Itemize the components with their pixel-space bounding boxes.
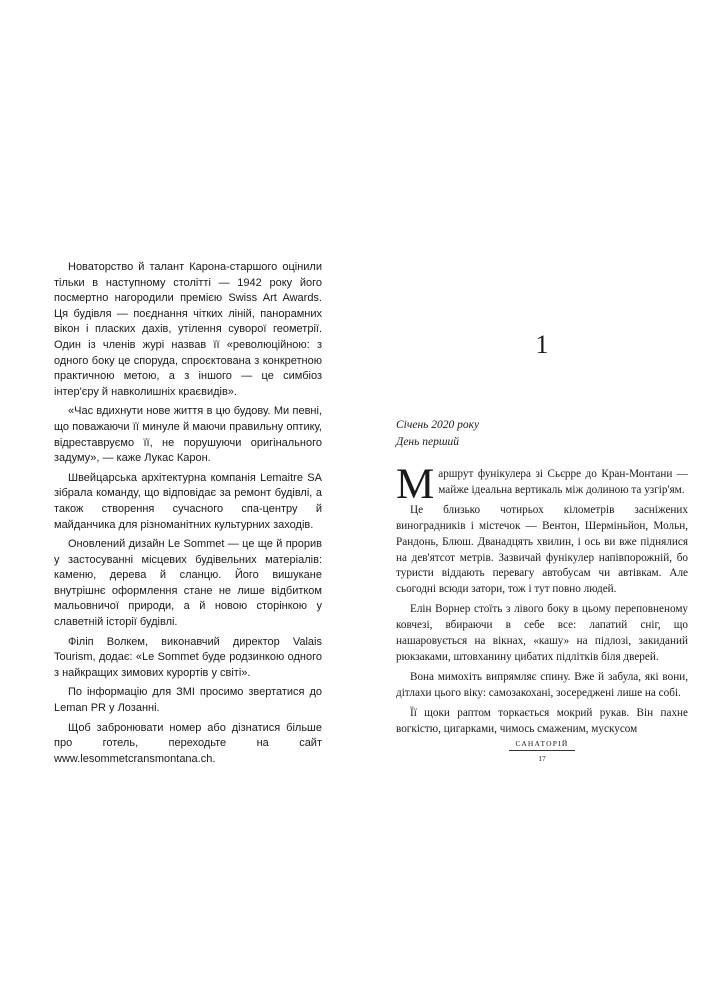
paragraph: Її щоки раптом торкається мокрий рукав. Він пахне вогкістю, цигарками, чимось смаженим, мускусом <box>396 706 688 735</box>
right-page <box>396 330 688 742</box>
paragraph: Новаторство й талант Карона-старшого оцінили тільки в наступному столітті — 1942 року його посмертно нагородили премією Swiss Art Awards. Ця будівля — поєднання чітких ліній, панорамних вікон і пласких дахів, утілення суворої геометрії. Один із членів журі назвав її «революційною: з одного боку це споруда, спроєктована з конкретною практичною метою, а з іншого — це симбіоз інтер'єру й навколишніх краєвидів». <box>54 261 322 398</box>
chapter-number: 1 <box>535 330 549 359</box>
left-page <box>54 260 322 771</box>
paragraph: Швейцарська архітектурна компанія Lemaitre SA зібрала команду, що відповідає за ремонт будівлі, а також створення сучасного спа-центру й майданчика для різноманітних культурних заходів. <box>54 471 322 531</box>
paragraph: Оновлений дизайн Le Sommet — це ще й прорив у застосуванні місцевих будівельних матеріалів: каменю, дерева й сланцю. Його вишукане внутрішнє оформлення стане не лише відбитком мальовничої природи, а й новою сторінкою у славетній історії будівлі. <box>54 538 322 629</box>
paragraph: Щоб забронювати номер або дізнатися більше про готель, переходьте на сайт www.lesommetcransmontana.ch. <box>54 721 322 765</box>
paragraph: Вона мимохіть випрямляє спину. Вже й забула, які вони, дітлахи цього віку: самозакохані, зосереджені лише на собі. <box>396 670 688 699</box>
opening-text: аршрут фунікулера зі Сьєрре до Кран-Монтани — майже ідеальна вертикаль між долиною та узгір'ям. <box>438 468 688 496</box>
paragraph: По інформацію для ЗМІ просимо звертатися до Leman PR у Лозанні. <box>54 686 322 715</box>
chapter-body <box>396 461 688 738</box>
page-number: 17 <box>538 754 546 763</box>
dateline-day: День перший <box>396 436 460 448</box>
opening-paragraph <box>396 461 688 508</box>
dateline <box>396 417 688 451</box>
paragraph: Елін Ворнер стоїть з лівого боку в цьому переповненому ковчезі, вбираючи в себе все: лапатий сніг, що нашаровується на вікнах, «кашу» на підлозі, закиданий рюкзаками, штовханину цибатих підлітків біля дверей. <box>396 603 688 663</box>
dateline-date: Січень 2020 року <box>396 419 480 431</box>
running-title: САНАТОРІЙ <box>509 739 574 751</box>
paragraph: Це близько чотирьох кілометрів засніжених виноградників і містечок — Вентон, Шерміньйон, Мольн, Рандонь, Блюш. Дванадцять хвилин, і ось ви вже піднялися на дев'ятсот метрів. Зазвичай фунікулер напівпорожній, бо туристи віддають перевагу автобусам чи автівкам. Але сьогодні всюди затори, тож і тут повно людей. <box>396 503 688 596</box>
running-footer <box>396 733 688 763</box>
paragraph: «Час вдихнути нове життя в цю будову. Ми певні, що поважаючи її минуле й маючи правильну оптику, відреставруємо її, не порушуючи оригінального задуму», — каже Лукас Карон. <box>54 405 322 465</box>
drop-cap: М <box>396 461 435 508</box>
paragraph: Філіп Волкем, виконавчий директор Valais Tourism, додає: «Le Sommet буде родзинкою одного з найкращих зимових курортів у світі». <box>54 635 322 679</box>
